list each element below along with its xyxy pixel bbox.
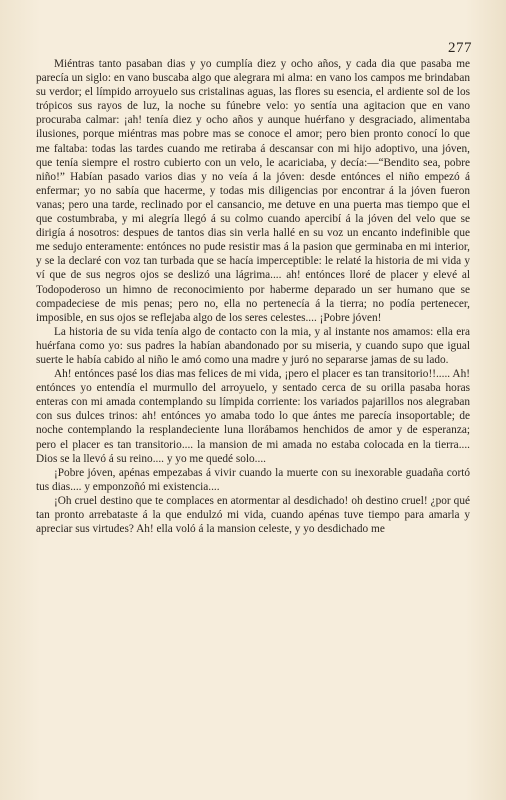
page-number: 277 (448, 40, 472, 56)
body-text (36, 57, 470, 536)
paragraph-2: La historia de su vida tenía algo de contacto con la mia, y al instante nos amamos: ella era huérfana como yo: sus padres la habían abandonado por su miseria, y cuando supo que igual suerte le había cabido al niño le amó como una madre y juró no separarse jamas de su lado. (36, 325, 470, 366)
paragraph-3: Ah! entónces pasé los dias mas felices de mi vida, ¡pero el placer es tan transitorio!!..... Ah! entónces yo entendía el murmullo del arroyuelo, y sentado cerca de su orilla pasaba horas enteras con mi amada contemplando su límpida corriente: los variados pajarillos nos alegraban con sus dulces trinos: ah! entónces yo amaba todo lo que ántes me parecía insoportable; de noche contemplando la resplandeciente luna llorábamos henchidos de amor y de esperanza; pero el placer es tan transitorio.... la mansion de mi amada no estaba colocada en la tierra.... Dios se la llevó á su reino.... y yo me quedé solo.... (36, 368, 470, 465)
paragraph-4: ¡Pobre jóven, apénas empezabas á vivir cuando la muerte con su inexorable guadaña cortó tus dias.... y emponzoñó mi existencia.... (36, 466, 470, 493)
paragraph-5: ¡Oh cruel destino que te complaces en atormentar al desdichado! oh destino cruel! ¿por qué tan pronto arrebataste á la que endulzó mi vida, cuando apénas tuve tiempo para amarla y apreciar sus virtudes? Ah! ella voló á la mansion celeste, y yo desdichado me (36, 494, 470, 536)
paragraph-1: Miéntras tanto pasaban dias y yo cumplía diez y ocho años, y cada dia que pasaba me parecía un siglo: en vano buscaba algo que alegrara mi alma: en vano los campos me brindaban su verdor; el límpido arroyuelo sus cristalinas aguas, las flores su esencia, el ardiente sol de los trópicos sus rayos de luz, la noche su fúnebre velo: yo sentía una agitacion que en vano procuraba calmar: ¡ah! tenía diez y ocho años y aunque huérfano y desgraciado, alimentaba ilusiones, porque miéntras mas pobre mas se conoce el amor; pero bien pronto conocí lo que me faltaba: todas las tardes cuando me retiraba á descansar con mi hijo adoptivo, una jóven, que tenía siempre el rostro cubierto con un velo, le acariciaba, y decía:—“Bendito sea, pobre niño!” Habían pasado varios dias y no veía á la jóven: desde entónces el niño empezó á enfermar; yo no sabía que hacerme, y todas mis diligencias por encontrar á la jóven fueron vanas; pero una tarde, reclinado por el cansancio, me detuve en una puerta mas tiempo que el que costumbraba, y mi alegría llegó á su colmo cuando apercibí á la jóven del velo que se dirigía á nosotros: despues de tantos dias sin verla hallé en su voz un encanto indefinible que me sedujo enteramente: entónces no pude resistir mas á la pasion que germinaba en mi interior, y se la declaré con voz tan turbada que se hacía imperceptible: le relaté la historia de mi vida y ví que de sus negros ojos se deslizó una lágrima.... ah! entónces lloré de placer y elevé al Todopoderoso un himno de reconocimiento por haberme deparado un ser humano que se compadeciese de mis penas; pero no, ella no pertenecía á la tierra; no podía pertenecer, imposible, en sus ojos se reflejaba algo de los seres celestes.... ¡Pobre jóven! (36, 58, 470, 324)
